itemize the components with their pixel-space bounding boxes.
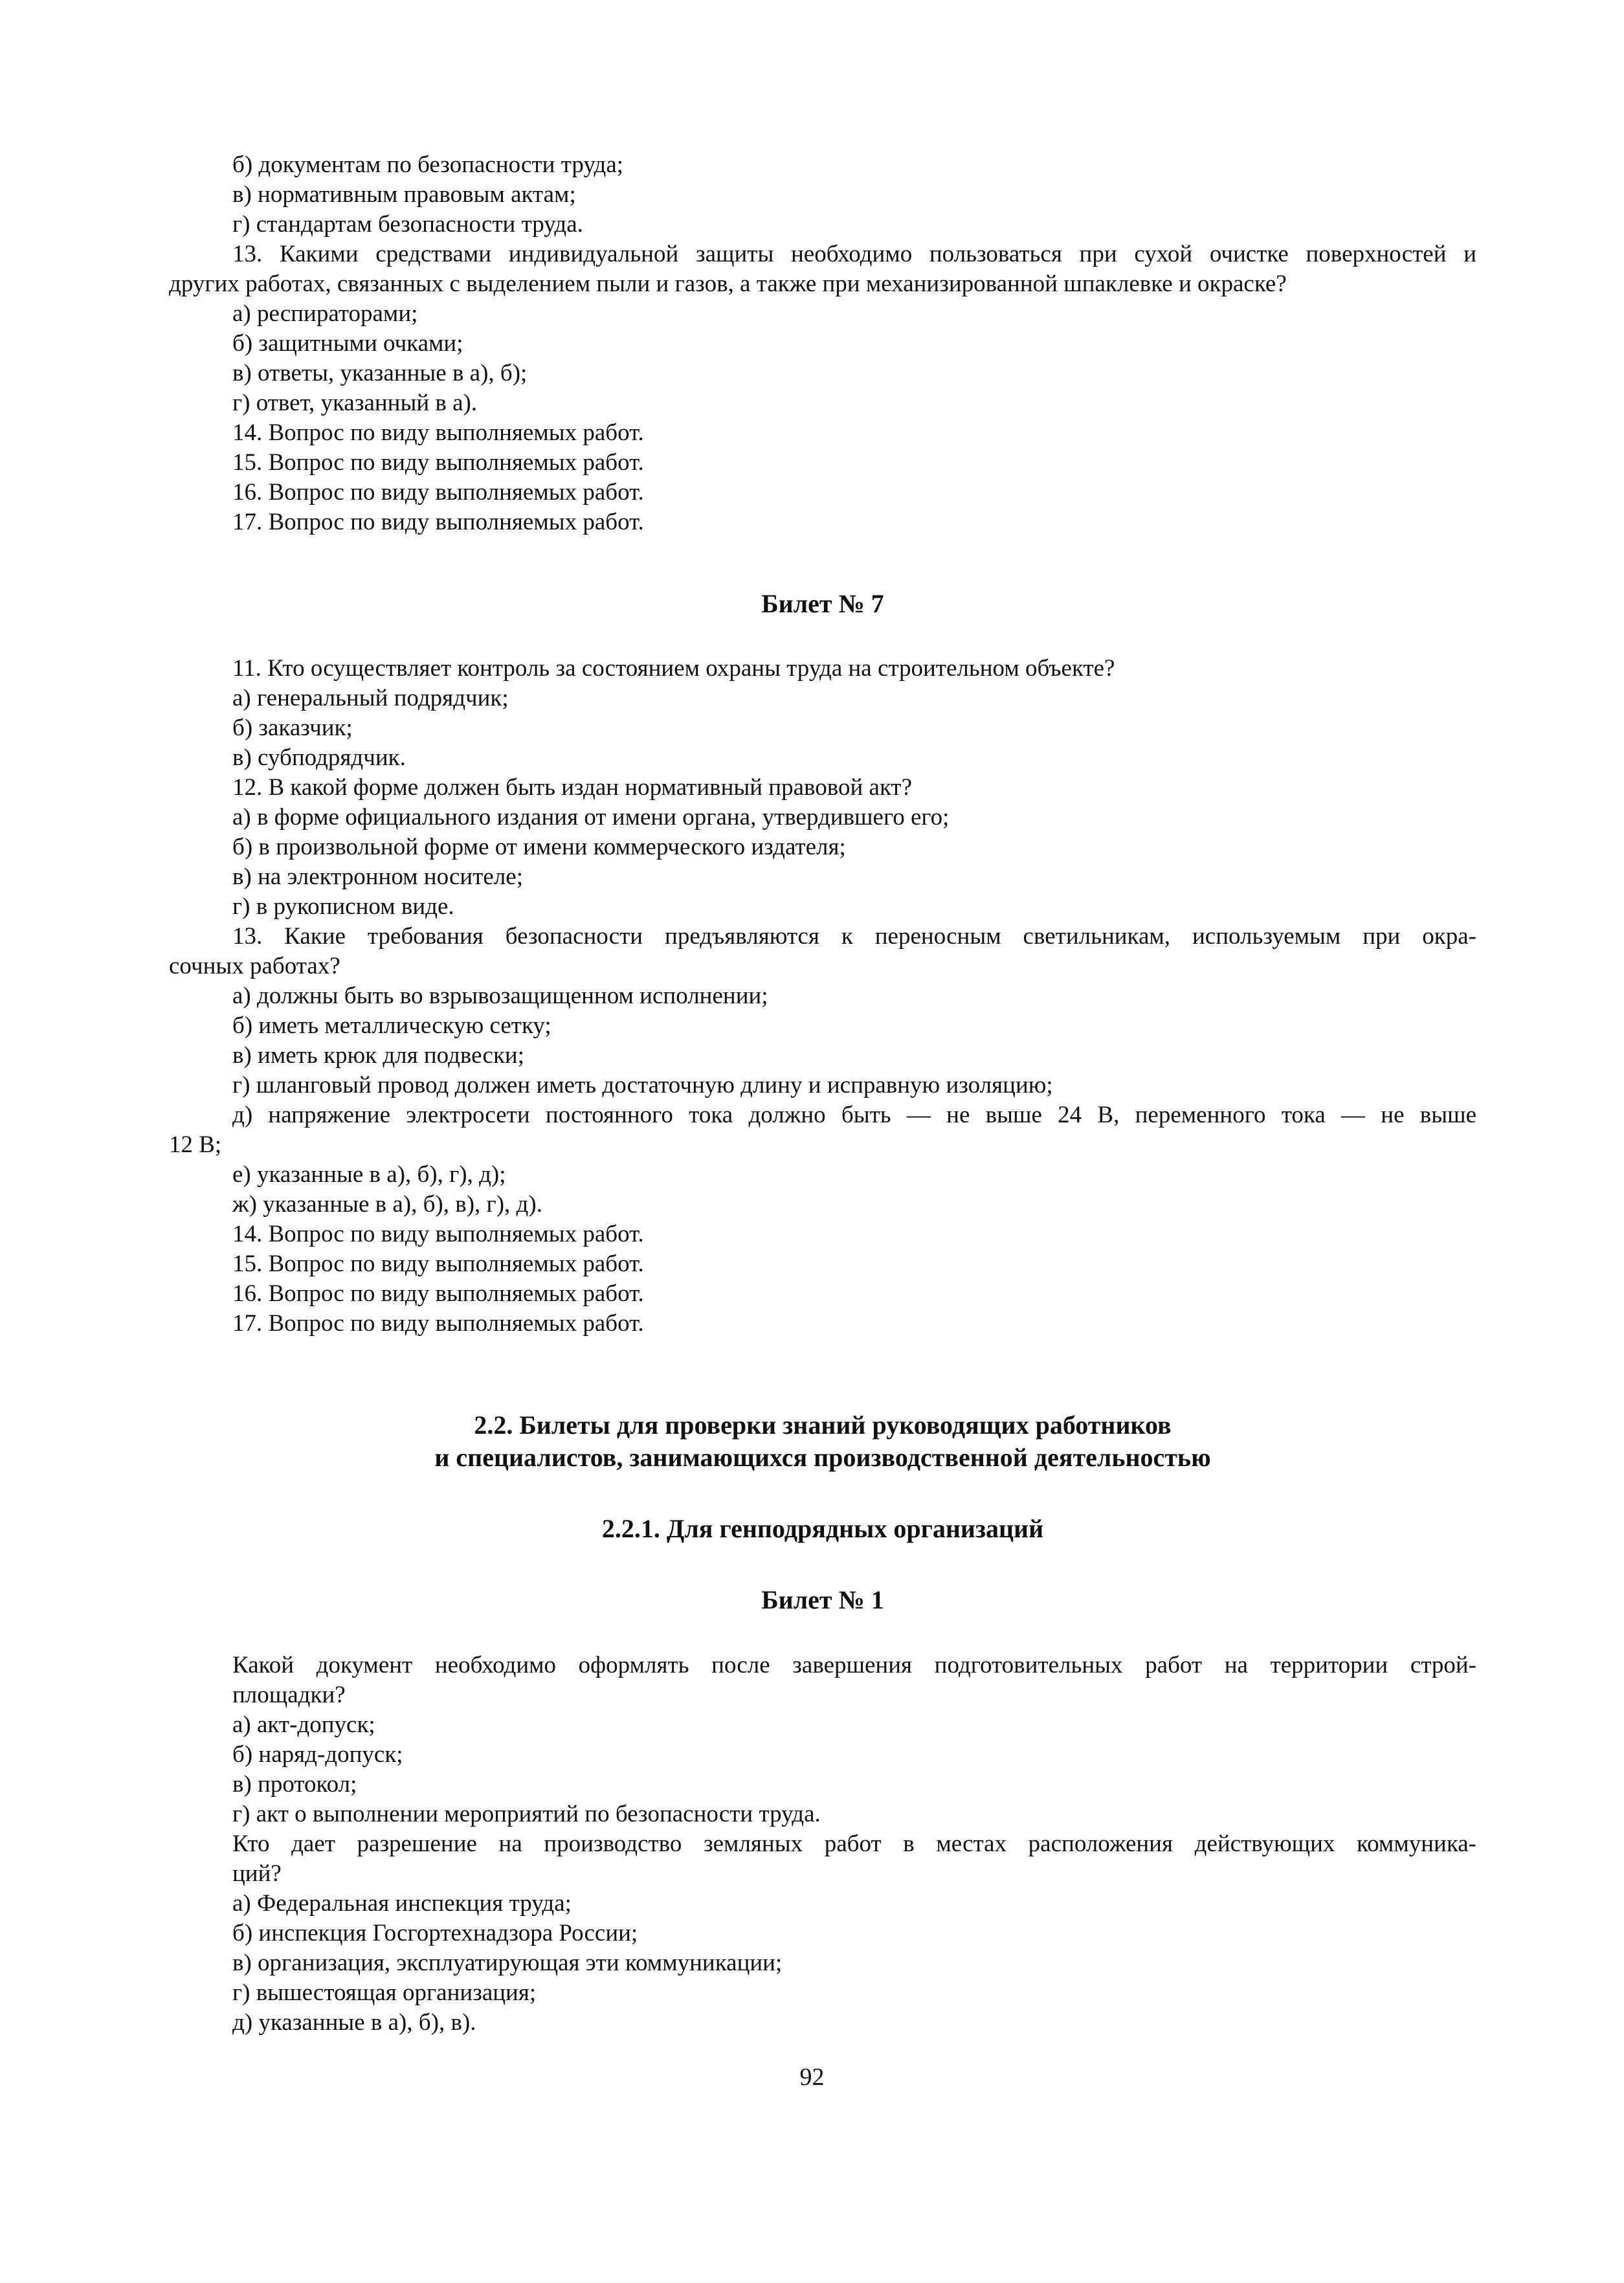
text-line: 12. В какой форме должен быть издан нормативный правовой акт? [232,774,913,801]
text-line: в) субподрядчик. [232,744,406,771]
text-line: 15. Вопрос по виду выполняемых работ. [232,1251,644,1277]
text-line: других работах, связанных с выделением пыли и газов, а также при механизированной шпаклевке и окраске? [169,271,1287,297]
text-line: б) наряд-допуск; [232,1741,403,1768]
text-line: Какой документ необходимо оформлять после завершения подготовительных работ на территории строй- [232,1652,1476,1678]
text-line: б) документам по безопасности труда; [232,151,624,178]
text-line: д) напряжение электросети постоянного тока должно быть — не выше 24 В, переменного тока — не выше [232,1102,1476,1128]
text-line: а) Федеральная инспекция труда; [232,1890,572,1917]
text-line: 17. Вопрос по виду выполняемых работ. [232,509,644,535]
text-line: 11. Кто осуществляет контроль за состоянием охраны труда на строительном объекте? [232,655,1115,682]
text-line: б) инспекция Госгортехнадзора России; [232,1920,638,1946]
section-2-2-title-line1: 2.2. Билеты для проверки знаний руководящих работников [474,1410,1172,1440]
text-line: а) генеральный подрядчик; [232,685,509,711]
text-line: г) в рукописном виде. [232,893,454,920]
text-line: 13. Какими средствами индивидуальной защиты необходимо пользоваться при сухой очистке поверхностей и [232,241,1476,267]
text-line: б) защитными очками; [232,330,463,357]
text-line: е) указанные в а), б), г), д); [232,1161,506,1188]
text-line: в) организация, эксплуатирующая эти коммуникации; [232,1950,783,1976]
text-line: б) заказчик; [232,715,353,741]
text-line: б) в произвольной форме от имени коммерческого издателя; [232,834,846,860]
text-line: д) указанные в а), б), в). [232,2009,476,2036]
text-line: Кто дает разрешение на производство земляных работ в местах расположения действующих коммуника- [232,1831,1476,1857]
text-line: 14. Вопрос по виду выполняемых работ. [232,1221,644,1247]
text-line: в) ответы, указанные в а), б); [232,360,528,386]
ticket-1-title: Билет № 1 [761,1585,884,1614]
text-line: 13. Какие требования безопасности предъявляются к переносным светильникам, используемым при окра- [232,923,1476,950]
text-line: г) вышестоящая организация; [232,1979,537,2006]
text-line: в) протокол; [232,1771,357,1798]
text-line: в) нормативным правовым актам; [232,181,576,208]
text-line: 16. Вопрос по виду выполняемых работ. [232,1280,644,1307]
text-line: площадки? [232,1682,346,1708]
text-line: а) в форме официального издания от имени органа, утвердившего его; [232,804,950,830]
subsection-2-2-1-title: 2.2.1. Для генподрядных организаций [601,1514,1044,1543]
text-line: г) акт о выполнении мероприятий по безопасности труда. [232,1801,821,1827]
text-line: г) ответ, указанный в а). [232,390,478,416]
text-line: 14. Вопрос по виду выполняемых работ. [232,419,644,446]
text-line: 16. Вопрос по виду выполняемых работ. [232,479,644,506]
ticket-7-body [169,654,1476,1339]
text-line: г) стандартам безопасности труда. [232,211,583,238]
ticket-1-body [169,1651,1476,2038]
top-section [169,150,1476,537]
text-line: а) акт-допуск; [232,1711,375,1738]
text-line: сочных работах? [169,953,340,979]
text-line: г) шланговый провод должен иметь достаточную длину и исправную изоляцию; [232,1072,1053,1098]
text-line: б) иметь металлическую сетку; [232,1012,551,1039]
text-line: ж) указанные в а), б), в), г), д). [232,1191,542,1218]
text-line: 17. Вопрос по виду выполняемых работ. [232,1310,644,1337]
text-line: а) респираторами; [232,300,418,327]
section-2-2-title-line2: и специалистов, занимающихся производственной деятельностью [434,1443,1211,1472]
text-line: 15. Вопрос по виду выполняемых работ. [232,449,644,476]
ticket-7-title: Билет № 7 [761,589,884,618]
page-number: 92 [799,2064,825,2091]
text-line: в) иметь крюк для подвески; [232,1042,525,1069]
text-line: 12 В; [169,1131,222,1158]
text-line: в) на электронном носителе; [232,863,523,890]
text-line: а) должны быть во взрывозащищенном исполнении; [232,983,768,1009]
text-line: ций? [232,1860,282,1887]
